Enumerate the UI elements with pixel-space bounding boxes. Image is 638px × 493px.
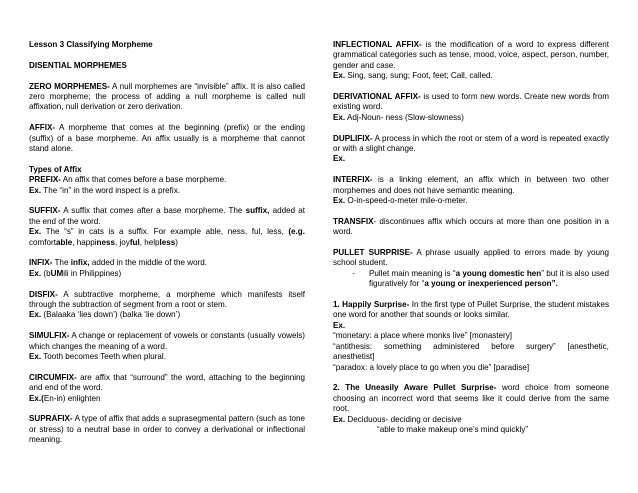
types-of-affix-heading: Types of Affix — [29, 164, 82, 174]
bullet-dash: - — [352, 268, 355, 278]
disfix-example: Ex. (Balaaka ‘lies down’) (balka ‘lie down’) — [29, 310, 181, 320]
transfix-paragraph: TRANSFIX- discontinues affix which occurs at more than one position in a word. — [333, 216, 609, 237]
left-column — [29, 40, 305, 446]
zero-morphemes-paragraph: ZERO MORPHEMES- A null morphemes are “invisible” affix. It is also called zero morpheme; the process of adding a null morpheme is called null affixation, null derivation or zero derivation. — [29, 81, 305, 112]
prefix-example: Ex. The “in” in the word inspect is a prefix. — [29, 185, 181, 195]
interfix-paragraph: INTERFIX- is a linking element, an affix which in between two other morphemes and does not have semantic meaning. — [333, 175, 609, 195]
inflectional-affix-example: Ex. Sing, sang, sung; Foot, feet; Call, called. — [333, 71, 493, 81]
lesson-title: Lesson 3 Classifying Morpheme — [29, 40, 153, 49]
right-column — [333, 40, 609, 435]
duplifix-example: Ex. — [333, 154, 346, 164]
section-heading: DISENTIAL MORPHEMES — [29, 60, 127, 70]
uneasily-aware-paragraph: 2. The Uneasily Aware Pullet Surprise- word choice from someone choosing an incorrect word that seems like it could derive from the same root. — [333, 383, 610, 414]
example-antithesis-end: anesthetist] — [333, 352, 375, 362]
circumfix-example: Ex.(En-in) enlighten — [29, 393, 101, 403]
uneasily-aware-example: Ex. Deciduous- deciding or decisive — [333, 414, 462, 424]
affix-paragraph: AFFIX- A morpheme that comes at the beginning (prefix) or the ending (suffix) of a base morpheme. An affix usually is a morpheme that cannot stand alone. — [29, 123, 305, 154]
suffix-example: Ex. The “s” in cats is a suffix. For example able, ness, ful, less, (e.g. comfortable, happiness, joyful, helpless) — [29, 227, 305, 247]
duplifix-paragraph: DUPLIFIX- A process in which the root or stem of a word is repeated exactly or with a slight change. — [333, 133, 609, 154]
happily-surprise-paragraph: 1. Happily Surprise- In the first type of Pullet Surprise, the student mistakes one word for another that sounds or looks similar. — [333, 300, 609, 320]
example-paradox: “paradox: a lovely place to go when you die” [paradise] — [333, 362, 530, 372]
uneasily-aware-quote: “able to make makeup one’s mind quickly” — [377, 424, 529, 434]
suprafix-paragraph: SUPRAFIX- A type of affix that adds a suprasegmental pattern (such as tone or stress) to a neutral base in order to convey a derivational or inflectional meaning. — [29, 414, 305, 445]
simulfix-example: Ex. Tooth becomes Teeth when plural. — [29, 352, 166, 362]
circumfix-paragraph: CIRCUMFIX- are affix that “surround” the word, attaching to the beginning and end of the word. — [29, 372, 305, 393]
pullet-meaning-bullet: - Pullet main meaning is “a young domestic hen” but it is also used figuratively for “a young or inexperienced person”. — [333, 269, 609, 290]
simulfix-paragraph: SIMULFIX- A change or replacement of vowels or constants (usually vowels) which changes the meaning of a word. — [29, 331, 305, 351]
infix-example: Ex. (bUMili in Philippines) — [29, 268, 122, 278]
infix-paragraph: INFIX- The infix, added in the middle of the word. — [29, 258, 208, 268]
suffix-paragraph: SUFFIX- A suffix that comes after a base morpheme. The suffix, added at the end of the word. — [29, 206, 305, 226]
pullet-surprise-paragraph: PULLET SURPRISE- A phrase usually applied to errors made by young school student. — [333, 248, 609, 268]
derivational-affix-example: Ex. Adj-Noun- ness (Slow-slowness) — [333, 112, 464, 122]
disfix-paragraph: DISFIX- A subtractive morpheme, a morpheme which manifests itself through the subtraction of segment from a root or stem. — [29, 289, 305, 310]
prefix-paragraph: PREFIX- An affix that comes before a base morpheme. — [29, 175, 227, 185]
happily-surprise-example-label: Ex. — [333, 320, 346, 330]
example-monetary: “monetary: a place where monks live” [monastery] — [333, 331, 513, 341]
inflectional-affix-paragraph: INFLECTIONAL AFFIX- is the modification of a word to express different grammatical categories such as tense, mood, voice, aspect, person, number, gender and case. — [333, 40, 609, 70]
example-antithesis: “antithesis: something administered before surgery” [anesthetic, — [333, 341, 609, 351]
interfix-example: Ex. O-in-speed-o-meter mile-o-meter. — [333, 196, 468, 206]
derivational-affix-paragraph: DERIVATIONAL AFFIX- is used to form new words. Create new words from existing word. — [333, 92, 609, 112]
